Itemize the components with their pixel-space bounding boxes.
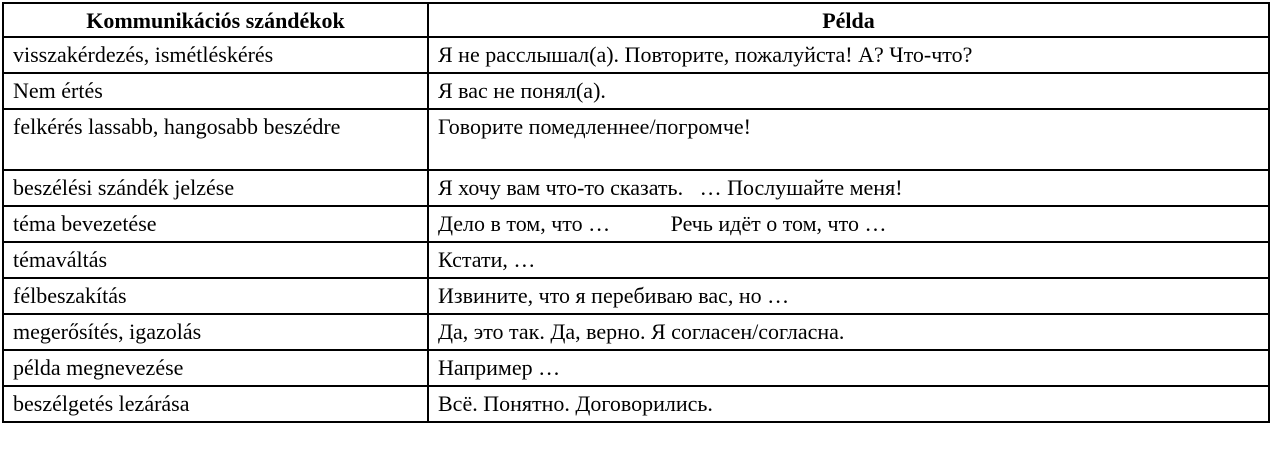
table-row — [3, 73, 1269, 109]
example-cell: Дело в том, что … Речь идёт о том, что … — [428, 206, 1269, 242]
intention-cell: beszélési szándék jelzése — [3, 170, 428, 206]
intention-cell: visszakérdezés, ismétléskérés — [3, 37, 428, 73]
example-cell: Я хочу вам что-то сказать. … Послушайте меня! — [428, 170, 1269, 206]
example-cell: Говорите помедленнее/погромче! — [428, 109, 1269, 170]
intention-cell: téma bevezetése — [3, 206, 428, 242]
example-cell: Да, это так. Да, верно. Я согласен/согласна. — [428, 314, 1269, 350]
intention-cell: félbeszakítás — [3, 278, 428, 314]
table-row — [3, 37, 1269, 73]
example-cell: Кстати, … — [428, 242, 1269, 278]
table-row — [3, 386, 1269, 422]
column-header-intentions: Kommunikációs szándékok — [3, 3, 428, 37]
table-row — [3, 314, 1269, 350]
intention-cell: beszélgetés lezárása — [3, 386, 428, 422]
table-row — [3, 350, 1269, 386]
example-cell: Всё. Понятно. Договорились. — [428, 386, 1269, 422]
table-row — [3, 170, 1269, 206]
table-row — [3, 109, 1269, 170]
intention-cell: példa megnevezése — [3, 350, 428, 386]
table-row — [3, 206, 1269, 242]
table-row — [3, 278, 1269, 314]
intention-cell: felkérés lassabb, hangosabb beszédre — [3, 109, 428, 170]
intention-cell: megerősítés, igazolás — [3, 314, 428, 350]
column-header-example: Példa — [428, 3, 1269, 37]
example-cell: Извините, что я перебиваю вас, но … — [428, 278, 1269, 314]
example-cell: Я вас не понял(а). — [428, 73, 1269, 109]
communication-table — [2, 2, 1270, 423]
intention-cell: témaváltás — [3, 242, 428, 278]
example-cell: Я не расслышал(а). Повторите, пожалуйста! А? Что-что? — [428, 37, 1269, 73]
intention-cell: Nem értés — [3, 73, 428, 109]
example-cell: Например … — [428, 350, 1269, 386]
table-row — [3, 242, 1269, 278]
table-header-row — [3, 3, 1269, 37]
